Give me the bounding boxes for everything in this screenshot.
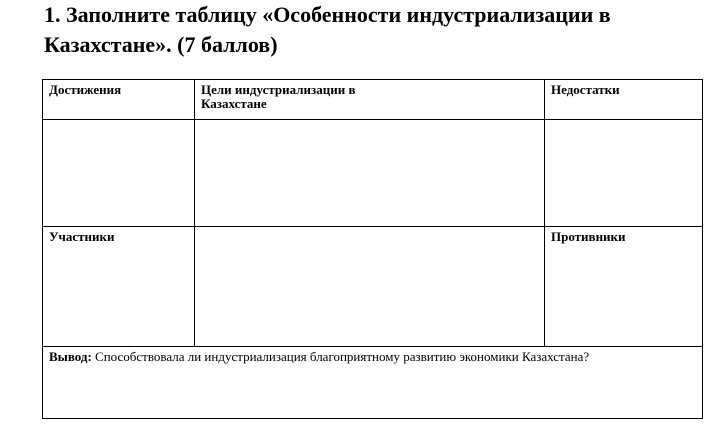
task-title [44, 0, 704, 60]
header-achievements: Достижения [43, 80, 195, 120]
header-row [43, 80, 703, 120]
answer-row-1 [43, 120, 703, 227]
cell-participants[interactable]: Участники [43, 227, 195, 347]
industrialization-table [42, 79, 703, 419]
cell-achievements-answer[interactable] [43, 120, 195, 227]
header-goals-line-2: Казахстане [201, 96, 267, 111]
cell-conclusion[interactable] [43, 347, 703, 419]
cell-opponents[interactable]: Противники [545, 227, 703, 347]
cell-goals-answer[interactable] [195, 120, 545, 227]
header-goals-line-1: Цели индустриализации в [201, 82, 356, 97]
conclusion-label: Вывод: [49, 349, 92, 364]
conclusion-question: Способствовала ли индустриализация благоприятному развитию экономики Казахстана? [95, 349, 590, 364]
cell-middle-answer[interactable] [195, 227, 545, 347]
answer-row-2 [43, 227, 703, 347]
task-title-line-2: Казахстане». (7 баллов) [44, 32, 278, 57]
cell-shortcomings-answer[interactable] [545, 120, 703, 227]
task-title-line-1: 1. Заполните таблицу «Особенности индустриализации в [44, 2, 611, 27]
header-shortcomings: Недостатки [545, 80, 703, 120]
conclusion-row [43, 347, 703, 419]
header-goals [195, 80, 545, 120]
